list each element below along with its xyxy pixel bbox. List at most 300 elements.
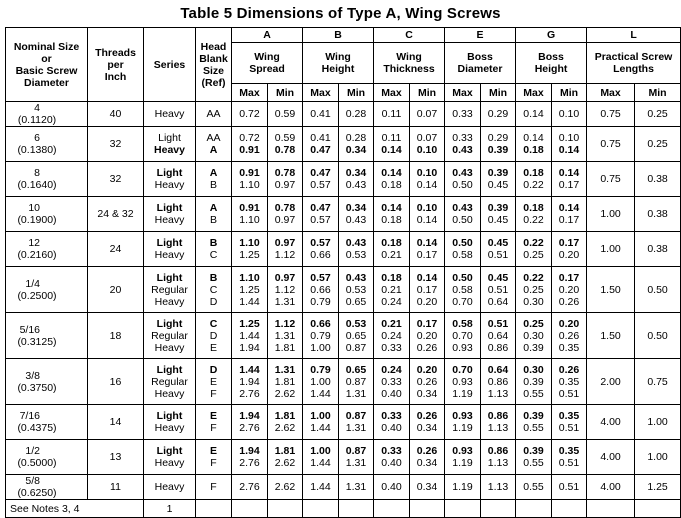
dimension-value-cell	[232, 127, 268, 162]
dimension-value: 0.17	[558, 237, 580, 249]
dimension-value-cell	[268, 102, 303, 127]
dimension-name-l	[587, 43, 681, 84]
dimension-value-cell	[374, 405, 410, 440]
dimension-value: 1.31	[274, 329, 296, 342]
dimension-value: 1.81	[274, 375, 296, 388]
min-header: Min	[339, 84, 374, 102]
dimension-value: 0.07	[416, 132, 438, 144]
series-value: Light	[158, 132, 181, 144]
dimension-value: 0.24	[381, 329, 402, 342]
dimension-value: 0.33	[452, 132, 473, 144]
head-blank-cell	[196, 475, 232, 500]
head-blank-value: D	[209, 329, 218, 342]
dimension-value: 0.97	[274, 179, 296, 191]
dimension-value: 0.40	[381, 481, 402, 493]
nominal-size-cell	[6, 162, 88, 197]
threads-per-inch: 14	[88, 405, 144, 440]
dimension-value-cell	[232, 102, 268, 127]
dimension-value: 0.59	[274, 108, 296, 120]
dimension-value: 0.26	[416, 375, 438, 388]
dimension-value: 2.76	[239, 481, 260, 493]
series-cell	[144, 359, 196, 405]
dimension-value-cell	[268, 313, 303, 359]
head-blank-size-header-line: Size	[202, 64, 224, 77]
dimension-value: 0.17	[558, 271, 580, 284]
screw-length-min: 1.00	[635, 440, 681, 475]
dimension-value: 0.20	[558, 249, 580, 261]
dimension-value-cell	[232, 267, 268, 313]
min-header: Min	[268, 84, 303, 102]
dimension-value-cell	[445, 162, 481, 197]
dimension-value: 0.29	[487, 132, 509, 144]
dimension-value: 0.14	[523, 132, 544, 144]
dimension-value: 1.19	[452, 457, 473, 469]
dimension-value: 0.18	[523, 202, 544, 214]
dimension-name-a-line: Wing	[254, 51, 280, 63]
dimension-value: 1.44	[239, 329, 260, 342]
table-row	[6, 102, 681, 127]
dimension-value: 0.59	[274, 132, 296, 144]
dimension-value: 0.87	[345, 445, 367, 457]
dimension-value: 0.20	[416, 329, 438, 342]
dimension-value: 0.93	[452, 341, 473, 354]
dimension-value: 0.18	[381, 179, 402, 191]
dimension-value-cell	[552, 440, 587, 475]
dimension-value: 0.18	[381, 237, 402, 249]
empty-cell	[232, 500, 268, 518]
basic-diameter: (0.6250)	[17, 487, 57, 499]
dimension-value: 1.31	[345, 422, 367, 434]
dimension-value: 1.10	[239, 214, 260, 226]
series-value: Heavy	[154, 144, 185, 156]
dimension-value-cell	[374, 475, 410, 500]
dimension-value-cell	[516, 197, 552, 232]
dimension-value: 1.31	[274, 363, 296, 376]
dimension-value: 1.10	[239, 179, 260, 191]
dimension-value: 0.55	[523, 422, 544, 434]
dimension-value: 0.91	[239, 167, 260, 179]
nominal-size-cell	[6, 127, 88, 162]
dimension-value-cell	[445, 197, 481, 232]
dimension-value-cell	[339, 232, 374, 267]
dimension-value-cell	[268, 127, 303, 162]
dimension-value: 0.72	[239, 132, 260, 144]
dimension-value: 0.45	[487, 179, 509, 191]
dimension-value-cell	[481, 405, 516, 440]
head-blank-value: C	[209, 249, 218, 261]
nominal-size: 10	[28, 202, 40, 214]
series-value: Heavy	[154, 249, 185, 261]
threads-per-inch-header	[88, 28, 144, 102]
threads-per-inch-header-line: per	[107, 58, 124, 71]
empty-cell	[268, 500, 303, 518]
dimension-value-cell	[303, 232, 339, 267]
series-cell	[144, 127, 196, 162]
head-blank-size-header-line: (Ref)	[201, 76, 226, 89]
dimension-value-cell	[481, 359, 516, 405]
dimension-value: 0.51	[558, 481, 580, 493]
dimension-value: 1.19	[452, 387, 473, 400]
dimension-value-cell	[374, 102, 410, 127]
threads-per-inch: 32	[88, 127, 144, 162]
head-blank-cell	[196, 127, 232, 162]
nominal-size-cell	[6, 232, 88, 267]
max-header: Max	[303, 84, 339, 102]
head-blank-cell	[196, 405, 232, 440]
dimension-value-cell	[339, 127, 374, 162]
dimension-value-cell	[339, 313, 374, 359]
dimension-value: 0.66	[310, 283, 331, 296]
dimension-letter-c: C	[374, 28, 445, 43]
dimension-value: 2.76	[239, 457, 260, 469]
dimension-value: 0.35	[558, 410, 580, 422]
head-blank-value: C	[209, 283, 218, 296]
dimension-value: 0.10	[416, 202, 438, 214]
dimension-value: 0.34	[416, 457, 438, 469]
dimension-value: 0.26	[558, 295, 580, 308]
basic-diameter: (0.1640)	[17, 179, 57, 191]
dimension-value: 0.39	[523, 341, 544, 354]
dimension-value: 0.79	[310, 363, 331, 376]
dimension-value: 0.78	[274, 202, 296, 214]
head-blank-value: F	[210, 387, 217, 400]
dimension-value: 0.26	[416, 445, 438, 457]
dimension-value: 0.30	[523, 363, 544, 376]
dimension-value-cell	[445, 313, 481, 359]
dimension-value: 0.93	[452, 410, 473, 422]
dimension-value: 1.81	[274, 410, 296, 422]
nominal-size: 5/16	[19, 323, 40, 336]
head-blank-cell	[196, 267, 232, 313]
dimension-value: 1.31	[345, 457, 367, 469]
dimension-value: 0.39	[487, 167, 509, 179]
screw-length-min: 0.50	[635, 313, 681, 359]
max-header: Max	[232, 84, 268, 102]
series-value: Heavy	[154, 457, 185, 469]
table-row	[6, 232, 681, 267]
head-blank-value: D	[209, 295, 218, 308]
dimension-letter-b: B	[303, 28, 374, 43]
dimension-value: 0.51	[487, 317, 509, 330]
nominal-size-header	[6, 28, 88, 102]
dimension-value: 1.13	[487, 481, 509, 493]
dimension-value: 1.81	[274, 341, 296, 354]
dimension-value: 1.00	[310, 410, 331, 422]
dimension-value: 1.13	[487, 457, 509, 469]
dimension-value-cell	[445, 267, 481, 313]
dimension-value: 0.53	[345, 249, 367, 261]
dimension-value: 0.25	[523, 249, 544, 261]
dimension-value: 0.14	[558, 202, 580, 214]
dimension-value: 0.51	[558, 457, 580, 469]
dimension-value-cell	[516, 267, 552, 313]
basic-diameter: (0.1900)	[17, 214, 57, 226]
dimension-value: 0.14	[416, 179, 438, 191]
dimension-value: 0.10	[416, 167, 438, 179]
empty-cell	[339, 500, 374, 518]
screw-length-min: 0.38	[635, 162, 681, 197]
dimension-value: 0.10	[416, 144, 438, 156]
series-cell	[144, 232, 196, 267]
head-blank-cell	[196, 440, 232, 475]
dimension-value-cell	[552, 162, 587, 197]
dimension-value: 0.25	[523, 283, 544, 296]
dimension-name-c-line: Wing	[396, 51, 422, 63]
head-blank-value: F	[210, 457, 217, 469]
series-cell	[144, 313, 196, 359]
dimension-value: 0.34	[416, 481, 438, 493]
dimension-value: 1.25	[239, 283, 260, 296]
dimension-value: 1.44	[310, 422, 331, 434]
dimension-name-g	[516, 43, 587, 84]
nominal-size-cell	[6, 405, 88, 440]
dimension-value: 1.10	[239, 237, 260, 249]
dimension-value: 1.00	[310, 375, 331, 388]
dimension-value: 0.30	[523, 295, 544, 308]
dimension-value-cell	[232, 232, 268, 267]
dimension-value: 0.58	[452, 249, 473, 261]
basic-diameter: (0.2160)	[17, 249, 57, 261]
head-blank-value: AA	[206, 132, 221, 144]
screw-length-min: 0.38	[635, 232, 681, 267]
dimension-value: 0.17	[416, 283, 438, 296]
dimension-value: 0.20	[558, 283, 580, 296]
dimension-letter-a: A	[232, 28, 303, 43]
dimension-name-a	[232, 43, 303, 84]
max-header: Max	[516, 84, 552, 102]
dimension-value-cell	[445, 127, 481, 162]
dimension-value: 0.14	[558, 144, 580, 156]
dimension-value-cell	[516, 313, 552, 359]
min-header: Min	[635, 84, 681, 102]
threads-per-inch-header-line: Inch	[104, 70, 127, 83]
dimension-letter-g: G	[516, 28, 587, 43]
dimension-value: 0.30	[523, 329, 544, 342]
table-row	[6, 359, 681, 405]
dimension-value: 1.12	[274, 317, 296, 330]
dimension-value: 0.70	[452, 363, 473, 376]
dimension-value-cell	[552, 267, 587, 313]
dimension-value-cell	[339, 162, 374, 197]
dimension-value-cell	[339, 267, 374, 313]
max-header: Max	[445, 84, 481, 102]
nominal-size-cell	[6, 197, 88, 232]
dimension-value: 0.43	[452, 144, 473, 156]
dimension-value-cell	[303, 313, 339, 359]
dimension-value: 0.53	[345, 317, 367, 330]
dimension-value: 0.65	[345, 295, 367, 308]
dimension-value-cell	[232, 162, 268, 197]
dimension-value: 2.76	[239, 387, 260, 400]
screw-length-max: 1.50	[587, 313, 635, 359]
screw-length-min: 1.00	[635, 405, 681, 440]
dimension-value: 0.29	[487, 108, 509, 120]
threads-per-inch: 40	[88, 102, 144, 127]
dimension-value: 0.33	[381, 341, 402, 354]
dimension-value: 0.41	[310, 108, 331, 120]
head-blank-value: AA	[206, 108, 221, 120]
dimension-value: 0.64	[487, 329, 509, 342]
dimensions-table	[5, 27, 681, 518]
dimension-value: 1.81	[274, 445, 296, 457]
dimension-name-a-line: Spread	[249, 63, 285, 75]
dimension-value: 0.14	[381, 144, 402, 156]
dimension-value: 0.26	[558, 363, 580, 376]
dimension-value: 0.39	[523, 410, 544, 422]
dimension-value: 0.10	[558, 132, 580, 144]
series-cell	[144, 475, 196, 500]
head-blank-value: A	[209, 202, 218, 214]
dimension-value-cell	[552, 232, 587, 267]
dimension-value: 0.43	[452, 202, 473, 214]
dimension-value: 2.62	[274, 387, 296, 400]
dimension-name-b	[303, 43, 374, 84]
dimension-value: 1.31	[345, 481, 367, 493]
head-blank-value: D	[209, 363, 218, 376]
dimension-value: 1.19	[452, 422, 473, 434]
dimension-value: 1.44	[310, 387, 331, 400]
dimension-value: 1.12	[274, 283, 296, 296]
dimension-value: 0.78	[274, 167, 296, 179]
dimension-value: 1.94	[239, 341, 260, 354]
dimension-value-cell	[410, 475, 445, 500]
dimension-value: 0.39	[487, 202, 509, 214]
head-blank-cell	[196, 359, 232, 405]
dimension-value: 0.79	[310, 295, 331, 308]
dimension-value: 0.33	[452, 108, 473, 120]
dimension-value: 0.34	[416, 387, 438, 400]
series-cell	[144, 102, 196, 127]
dimension-value-cell	[516, 359, 552, 405]
dimension-value: 1.94	[239, 375, 260, 388]
nominal-size-header-line: Basic Screw	[15, 64, 78, 77]
screw-length-max: 1.00	[587, 197, 635, 232]
screw-length-max: 0.75	[587, 102, 635, 127]
nominal-size-cell	[6, 102, 88, 127]
basic-diameter: (0.1120)	[17, 114, 57, 126]
dimension-value: 0.35	[558, 341, 580, 354]
series-value: Light	[156, 445, 183, 457]
dimension-value-cell	[410, 102, 445, 127]
basic-diameter: (0.4375)	[17, 422, 57, 434]
screw-length-min: 0.25	[635, 102, 681, 127]
dimension-value: 0.72	[239, 108, 260, 120]
dimension-value: 0.18	[381, 271, 402, 284]
dimension-value-cell	[374, 440, 410, 475]
dimension-value: 0.47	[310, 144, 331, 156]
dimension-value: 0.14	[381, 202, 402, 214]
dimension-value: 0.50	[452, 179, 473, 191]
dimension-value: 0.14	[381, 167, 402, 179]
table-row	[6, 267, 681, 313]
series-value: Light	[156, 410, 183, 422]
dimension-value-cell	[552, 359, 587, 405]
screw-length-max: 0.75	[587, 127, 635, 162]
threads-per-inch: 13	[88, 440, 144, 475]
series-value: Light	[156, 202, 183, 214]
series-value: Light	[156, 271, 183, 284]
dimension-value-cell	[232, 405, 268, 440]
dimension-value-cell	[410, 440, 445, 475]
head-blank-value: F	[210, 422, 217, 434]
dimension-value: 0.66	[310, 317, 331, 330]
dimension-value-cell	[268, 405, 303, 440]
table-row	[6, 475, 681, 500]
head-blank-value: E	[209, 341, 217, 354]
series-value: Light	[156, 167, 183, 179]
threads-per-inch: 24 & 32	[88, 197, 144, 232]
dimension-value: 0.25	[523, 317, 544, 330]
dimension-value-cell	[303, 405, 339, 440]
screw-length-min: 0.25	[635, 127, 681, 162]
series-value: Heavy	[154, 481, 185, 493]
head-blank-size-header-line: Head	[200, 40, 227, 53]
screw-length-min: 0.38	[635, 197, 681, 232]
dimension-value: 0.11	[381, 132, 402, 144]
head-blank-cell	[196, 162, 232, 197]
dimension-value: 0.86	[487, 445, 509, 457]
nominal-size: 1/4	[25, 277, 40, 290]
series-value: Heavy	[154, 108, 185, 120]
dimension-value: 0.11	[381, 108, 402, 120]
head-blank-value: B	[209, 179, 217, 191]
dimension-value: 0.51	[487, 249, 509, 261]
dimension-value: 0.14	[523, 108, 544, 120]
dimension-value: 0.43	[452, 167, 473, 179]
empty-cell	[516, 500, 552, 518]
dimension-value-cell	[374, 267, 410, 313]
dimension-name-e-line: Diameter	[457, 63, 503, 75]
dimension-value: 0.78	[274, 144, 296, 156]
dimension-value: 0.24	[381, 295, 402, 308]
head-blank-size-header	[196, 28, 232, 102]
dimension-value-cell	[410, 162, 445, 197]
dimension-value-cell	[339, 359, 374, 405]
dimension-value: 0.20	[558, 317, 580, 330]
dimension-value-cell	[374, 232, 410, 267]
head-blank-value: F	[210, 481, 217, 493]
dimension-value: 0.58	[452, 317, 473, 330]
dimension-value: 0.33	[381, 410, 402, 422]
dimension-value: 0.51	[558, 387, 580, 400]
head-blank-value: A	[209, 167, 218, 179]
nominal-size: 6	[34, 132, 40, 144]
dimension-value: 0.93	[452, 375, 473, 388]
table-row	[6, 162, 681, 197]
dimension-value: 0.07	[416, 108, 438, 120]
dimension-value: 0.43	[345, 237, 367, 249]
head-blank-value: C	[209, 317, 218, 330]
max-header: Max	[587, 84, 635, 102]
min-header: Min	[552, 84, 587, 102]
dimension-value-cell	[516, 405, 552, 440]
basic-diameter: (0.3125)	[17, 335, 57, 348]
threads-per-inch: 24	[88, 232, 144, 267]
head-blank-value: B	[209, 271, 218, 284]
dimension-value-cell	[481, 162, 516, 197]
dimension-value: 0.57	[310, 214, 331, 226]
series-cell	[144, 440, 196, 475]
dimension-value-cell	[303, 267, 339, 313]
dimension-value-cell	[516, 475, 552, 500]
dimension-value-cell	[481, 475, 516, 500]
dimension-value-cell	[339, 440, 374, 475]
series-value: Heavy	[154, 214, 185, 226]
dimension-value: 0.66	[310, 249, 331, 261]
empty-cell	[410, 500, 445, 518]
dimension-name-c-line: Thickness	[383, 63, 435, 75]
dimension-value: 0.21	[381, 249, 402, 261]
